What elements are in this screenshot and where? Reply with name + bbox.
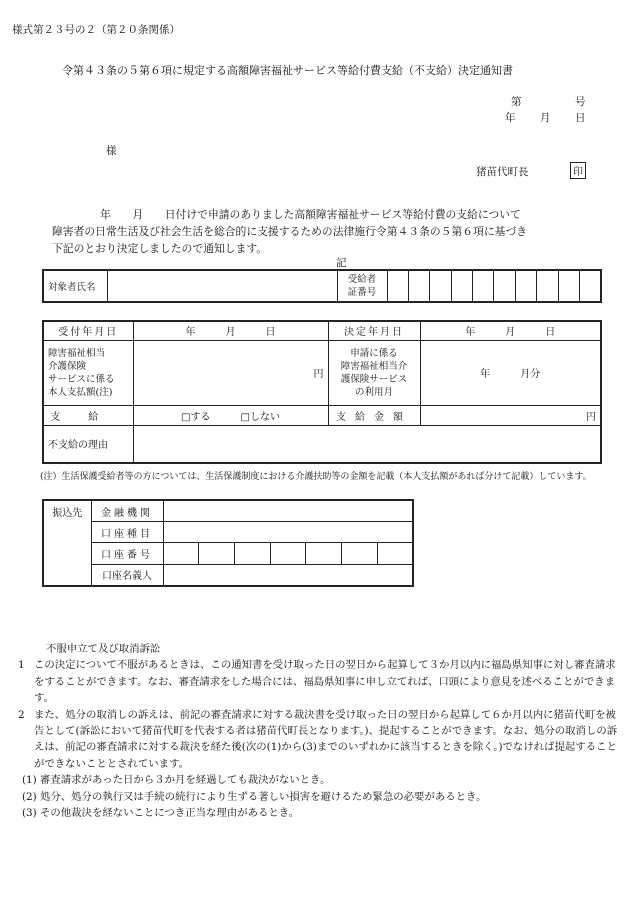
decision-table: [42, 320, 602, 464]
recipient-no-digit[interactable]: [580, 270, 601, 302]
doc-date-month: 月: [540, 112, 551, 124]
account-number-label: 口座番号: [91, 543, 163, 564]
account-number-digit[interactable]: [270, 543, 306, 564]
account-number-digit[interactable]: [342, 543, 378, 564]
doc-number-prefix: 第: [511, 96, 522, 108]
body-line-3: 下記のとおり決定しましたので通知します。: [52, 242, 268, 255]
burden-amount-label: 障害福祉相当 介護保険 サービスに係る 本人支払額(注): [43, 340, 133, 405]
appeal-subitem-1: (1) 審査請求があった日から３か月を経過しても裁決がないとき。: [22, 774, 331, 787]
document-title: 令第４３条の５第６項に規定する高額障害福祉サービス等給付費支給（不支給）決定通知書: [62, 64, 513, 77]
recipient-no-digit[interactable]: [515, 270, 536, 302]
non-payment-reason-label: 不支給の理由: [43, 425, 133, 463]
yen-unit: 円: [313, 369, 324, 381]
use-month-label: 申請に係る 障害福祉相当介 護保険サービス の利用月: [328, 340, 420, 405]
doc-date-year: 年: [505, 112, 516, 124]
recipient-no-digit[interactable]: [430, 270, 451, 302]
ki-label: 記: [336, 257, 347, 269]
recipient-no-digit[interactable]: [494, 270, 515, 302]
body-line-2: 障害者の日常生活及び社会生活を総合的に支援するための法律施行令第４３条の５第６項に基づき: [52, 225, 528, 238]
body-paragraph: [52, 206, 527, 257]
received-date-field[interactable]: 年 月 日: [133, 321, 328, 340]
appeal-item-1: 1 この決定について不服があるときは、この通知書を受け取った日の翌日から起算して３か月以内に福島県知事に対し審査請求をすることができます。なお、審査請求をした場合には、福島県知事に申し立てれば、口頭により意見を述べることができます。: [18, 659, 616, 705]
transfer-label: 振込先: [43, 500, 91, 586]
account-number-digit[interactable]: [377, 543, 413, 564]
appeal-heading: 不服申立て及び取消訴訟: [46, 643, 161, 655]
decision-date-label: 決定年月日: [328, 321, 420, 340]
body-line-1: 年 月 日付けで申請のありました高額障害福祉サービス等給付費の支給について: [100, 208, 521, 221]
account-holder-label: 口座名義人: [91, 564, 163, 586]
recipient-no-digit[interactable]: [537, 270, 558, 302]
payment-choice: [133, 405, 328, 425]
payment-yes-checkbox[interactable]: □する: [181, 411, 211, 423]
seal-text: 印: [570, 162, 586, 179]
recipient-no-digit[interactable]: [558, 270, 579, 302]
burden-amount-field[interactable]: [133, 340, 328, 405]
appeal-notes: [12, 641, 620, 821]
yen-unit: 円: [586, 411, 596, 423]
payment-no-checkbox[interactable]: □しない: [240, 411, 280, 423]
recipient-no-label: 受給者 証番号: [337, 270, 387, 302]
account-number-digit[interactable]: [163, 543, 199, 564]
appeal-item-2: 2 また、処分の取消しの訴えは、前記の審査請求に対する裁決書を受け取った日の翌日から起算して６か月以内に猪苗代町を被告として(訴訟において猪苗代町を代表する者は猪苗代町長となります。)、提起することができます。なお、処分の取消しの訴えは、前記の審査請求に対する裁決を経た後(次の(1)から(3)までのいずれかに該当するときを除く。)でなければ提起することができないこととされています。: [18, 708, 618, 770]
payment-amount-field[interactable]: [420, 405, 601, 425]
doc-number-suffix: 号: [575, 96, 586, 108]
bank-field[interactable]: [163, 500, 413, 522]
account-number-digit[interactable]: [199, 543, 235, 564]
account-type-field[interactable]: [163, 522, 413, 543]
recipient-no-digit[interactable]: [408, 270, 429, 302]
recipient-no-digit[interactable]: [387, 270, 408, 302]
decision-date-field[interactable]: 年 月 日: [420, 321, 601, 340]
issuer-name: 猪苗代町長: [476, 166, 529, 178]
recipient-no-digit[interactable]: [451, 270, 472, 302]
received-date-label: 受付年月日: [43, 321, 133, 340]
footnote: (注）生活保護受給者等の方については、生活保護制度における介護扶助等の金額を記載（本人支払額があれば分けて記載）しています。: [40, 472, 592, 482]
addressee-honorific: 様: [106, 145, 117, 157]
account-number-digit[interactable]: [306, 543, 342, 564]
payment-label: 支給: [43, 405, 133, 425]
use-month-field[interactable]: 年 月分: [420, 340, 601, 405]
seal-mark: [570, 162, 586, 179]
bank-label: 金融機関: [91, 500, 163, 522]
subject-table: [42, 269, 602, 303]
account-type-label: 口座種目: [91, 522, 163, 543]
appeal-subitem-3: (3) その他裁決を経ないことにつき正当な理由があるとき。: [22, 807, 300, 820]
account-holder-field[interactable]: [163, 564, 413, 586]
payment-amount-label: 支給金額: [328, 405, 420, 425]
doc-date-day: 日: [575, 112, 586, 124]
appeal-subitem-2: (2) 処分、処分の執行又は手続の続行により生ずる著しい損害を避けるため緊急の必要があるとき。: [22, 790, 487, 803]
subject-name-field[interactable]: [107, 270, 337, 302]
form-number: 様式第２３号の２（第２０条関係）: [12, 24, 180, 36]
bank-table: [42, 499, 414, 587]
non-payment-reason-field[interactable]: [133, 425, 601, 463]
subject-name-label: 対象者氏名: [43, 270, 107, 302]
account-number-digit[interactable]: [234, 543, 270, 564]
recipient-no-digit[interactable]: [473, 270, 494, 302]
